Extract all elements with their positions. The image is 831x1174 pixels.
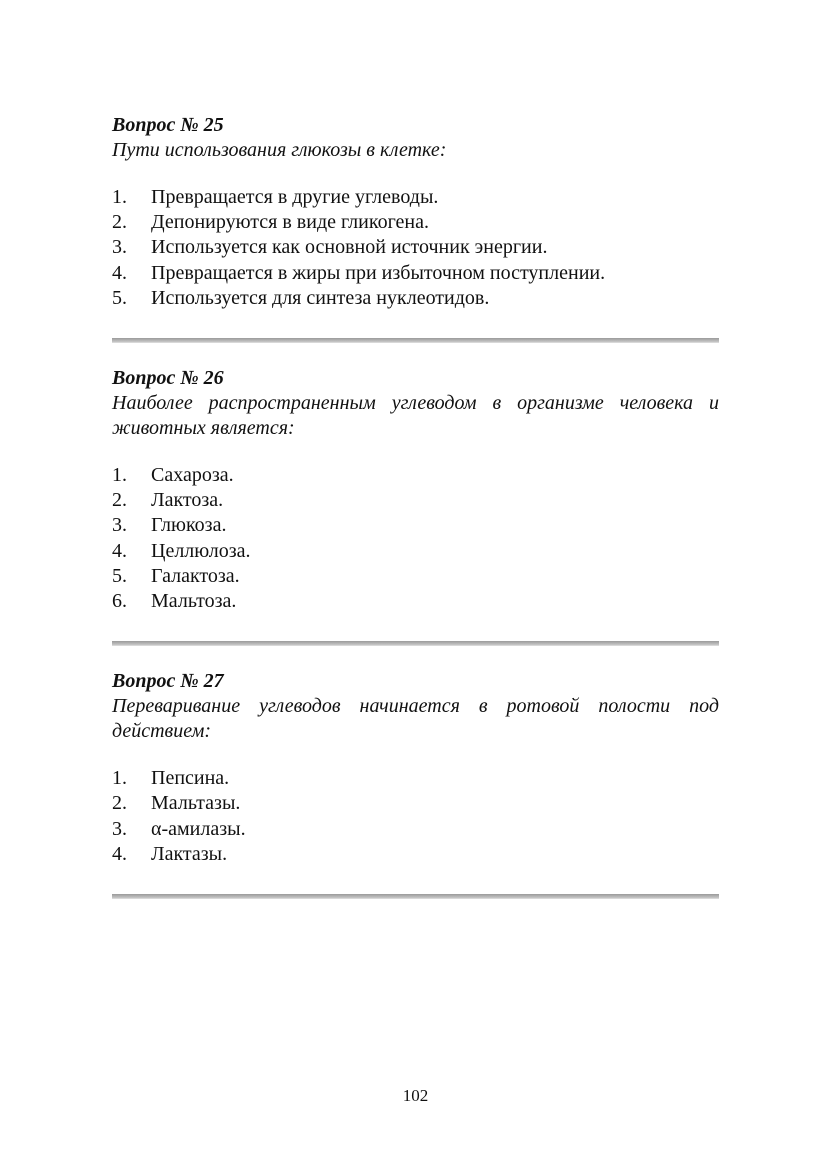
answer-option — [112, 286, 719, 311]
answer-option — [112, 463, 719, 488]
section-divider — [112, 894, 719, 899]
answer-option — [112, 817, 719, 842]
answer-option — [112, 235, 719, 260]
answer-text: Целлюлоза. — [151, 539, 251, 562]
answer-number: 2. — [112, 792, 127, 815]
question-text: Пути использования глюкозы в клетке: — [112, 139, 447, 161]
answer-text: Глюкоза. — [151, 514, 227, 537]
answer-number: 4. — [112, 261, 127, 284]
answer-text: Лактоза. — [151, 489, 224, 512]
answer-option — [112, 766, 719, 791]
answer-text: Превращается в жиры при избыточном поступлении. — [151, 261, 606, 284]
answer-text: α-амилазы. — [151, 817, 246, 840]
answer-number: 1. — [112, 186, 127, 208]
answer-number: 2. — [112, 489, 127, 512]
answer-number: 4. — [112, 539, 127, 562]
answer-text: Пепсина. — [151, 767, 230, 790]
question-25 — [112, 112, 719, 343]
question-26 — [112, 365, 719, 646]
answer-number: 4. — [112, 842, 127, 865]
answer-text: Превращается в другие углеводы. — [151, 186, 439, 208]
section-divider — [112, 641, 719, 646]
answer-option — [112, 261, 719, 286]
answer-list — [112, 185, 719, 311]
answer-number: 3. — [112, 514, 127, 537]
answer-number: 5. — [112, 564, 127, 587]
answer-text: Мальтазы. — [151, 792, 241, 815]
answer-number: 6. — [112, 590, 127, 613]
question-title: Вопрос № 25 — [112, 114, 224, 136]
question-text: Переваривание углеводов начинается в ротовой полости под действием: — [112, 695, 719, 743]
document-page — [112, 112, 719, 921]
answer-text: Сахароза. — [151, 464, 234, 487]
answer-number: 1. — [112, 767, 127, 790]
answer-option — [112, 791, 719, 816]
answer-option — [112, 589, 719, 614]
answer-number: 1. — [112, 464, 127, 487]
section-divider — [112, 338, 719, 343]
question-title: Вопрос № 26 — [112, 367, 224, 390]
answer-list — [112, 463, 719, 614]
answer-option — [112, 185, 719, 210]
answer-option — [112, 842, 719, 867]
answer-text: Мальтоза. — [151, 590, 237, 613]
answer-option — [112, 488, 719, 513]
question-title: Вопрос № 27 — [112, 670, 224, 693]
question-text: Наиболее распространенным углеводом в организме человека и животных является: — [112, 392, 719, 440]
answer-text: Депонируются в виде гликогена. — [151, 211, 429, 234]
answer-text: Галактоза. — [151, 564, 240, 587]
answer-option — [112, 513, 719, 538]
answer-text: Используется как основной источник энергии. — [151, 236, 548, 259]
answer-number: 2. — [112, 211, 127, 234]
answer-option — [112, 564, 719, 589]
page-number: 102 — [402, 1086, 429, 1105]
answer-option — [112, 210, 719, 235]
answer-number: 5. — [112, 286, 127, 309]
answer-text: Лактазы. — [151, 842, 228, 865]
answer-number: 3. — [112, 817, 127, 840]
answer-list — [112, 766, 719, 867]
answer-text: Используется для синтеза нуклеотидов. — [151, 286, 490, 309]
question-27 — [112, 668, 719, 899]
answer-option — [112, 539, 719, 564]
answer-number: 3. — [112, 236, 127, 259]
